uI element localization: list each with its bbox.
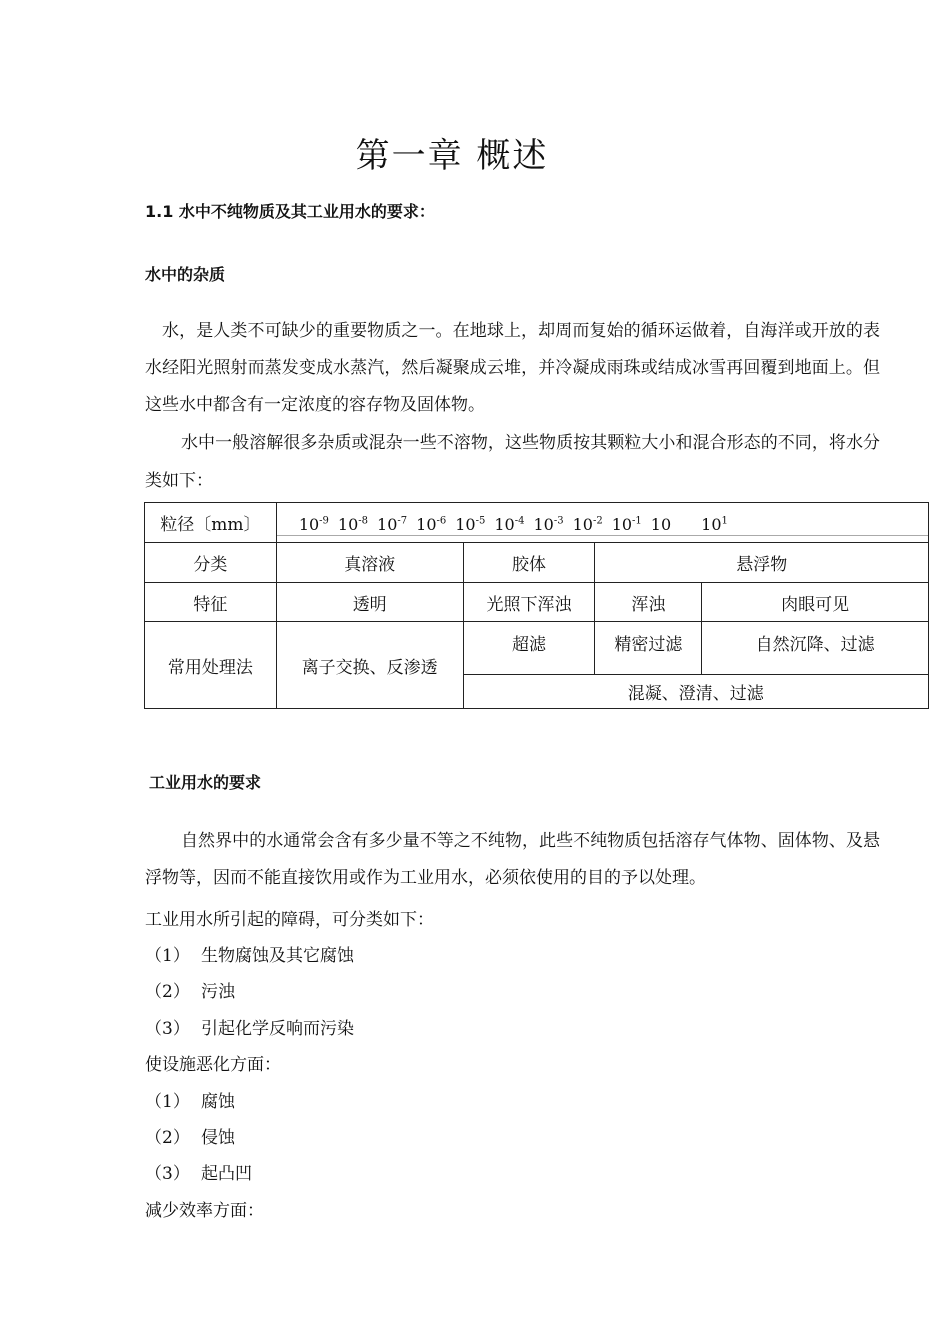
cell-natural-settling: 自然沉降、过滤 — [702, 622, 929, 675]
scale-tick — [494, 515, 524, 534]
scale-tick-base: 10 — [494, 515, 515, 534]
scale-tick-base: 10 — [701, 515, 722, 534]
scale-tick-exponent: -4 — [514, 515, 525, 527]
table-row — [145, 583, 929, 622]
scale-tick-base: 10 — [650, 515, 672, 534]
size-scale — [277, 511, 928, 534]
cell-coagulation: 混凝、澄清、过滤 — [463, 675, 928, 709]
scale-tick-exponent: -7 — [397, 515, 408, 527]
line-obstacles: 工业用水所引起的障碍，可分类如下： — [145, 910, 434, 930]
cell-precision-filtration: 精密过滤 — [595, 622, 702, 675]
scale-tick-base: 10 — [337, 515, 359, 534]
row-label-feature: 特征 — [145, 583, 277, 622]
cell-colloid: 胶体 — [463, 543, 595, 583]
cell-ultrafiltration: 超滤 — [463, 622, 595, 675]
scale-rule — [277, 535, 928, 540]
scale-tick-exponent: -9 — [319, 515, 329, 527]
scale-tick-base: 10 — [572, 515, 593, 534]
scale-tick — [533, 515, 563, 534]
list-text: 侵蚀 — [201, 1128, 235, 1148]
row-label-treatment: 常用处理法 — [145, 622, 277, 709]
table-row — [145, 543, 929, 583]
scale-tick-exponent: -3 — [553, 515, 564, 527]
list-number: （3） — [145, 1164, 190, 1184]
particle-size-scale — [276, 503, 928, 543]
scale-tick — [377, 515, 407, 534]
scale-tick-exponent: -6 — [436, 515, 447, 527]
list-number: （1） — [145, 946, 190, 966]
classification-table — [144, 502, 929, 709]
scale-tick — [701, 515, 728, 534]
cell-suspended: 悬浮物 — [595, 543, 929, 583]
cell-true-solution: 真溶液 — [276, 543, 463, 583]
cell-visible: 肉眼可见 — [702, 583, 929, 622]
scale-tick — [573, 515, 603, 534]
scale-tick-exponent: 1 — [721, 515, 728, 527]
cell-turbid-under-light: 光照下浑浊 — [463, 583, 595, 622]
scale-tick-base: 10 — [455, 515, 476, 534]
table-row — [145, 503, 929, 543]
cell-turbid: 浑浊 — [595, 583, 702, 622]
scale-tick-base: 10 — [377, 515, 398, 534]
list-text: 腐蚀 — [201, 1092, 235, 1112]
list-item — [145, 941, 354, 966]
subheading-impurities: 水中的杂质 — [145, 265, 226, 284]
paragraph-industrial: 自然界中的水通常会含有多少量不等之不纯物，此些不纯物质包括溶存气体物、固体物、及悬浮物等，因而不能直接饮用或作为工业用水，必须依使用的目的予以处理。 — [145, 831, 880, 888]
scale-tick-exponent: -5 — [475, 515, 486, 527]
line-efficiency: 减少效率方面： — [145, 1201, 264, 1221]
row-label-class: 分类 — [145, 543, 277, 583]
paragraph-water-intro: 水，是人类不可缺少的重要物质之一。在地球上，却周而复始的循环运做着，自海洋或开放的表水经阳光照射而蒸发变成水蒸汽，然后凝聚成云堆，并冷凝成雨珠或结成冰雪再回覆到地面上。但这些水中都含有一定浓度的容存物及固体物。 — [145, 321, 880, 415]
cell-ion-exchange: 离子交换、反渗透 — [276, 622, 463, 709]
list-text: 起凸凹 — [201, 1164, 252, 1184]
table-row — [145, 622, 929, 675]
list-number: （3） — [145, 1019, 190, 1039]
list-number: （1） — [145, 1092, 190, 1112]
scale-tick-exponent: -8 — [358, 515, 369, 527]
paragraph-classification: 水中一般溶解很多杂质或混杂一些不溶物，这些物质按其颗粒大小和混合形态的不同，将水分类如下： — [145, 433, 880, 491]
scale-tick — [416, 515, 446, 534]
row-label-particle-size: 粒径〔mm〕 — [145, 503, 277, 543]
list-text: 生物腐蚀及其它腐蚀 — [201, 946, 354, 966]
list-item — [145, 1159, 252, 1184]
scale-tick-base: 10 — [611, 515, 633, 534]
scale-tick-exponent: -2 — [592, 515, 603, 527]
scale-tick-base: 10 — [416, 515, 437, 534]
list-item — [145, 1123, 235, 1148]
list-text: 引起化学反响而污染 — [201, 1019, 354, 1039]
cell-transparent: 透明 — [276, 583, 463, 622]
list-item — [145, 977, 235, 1002]
scale-tick-base: 10 — [533, 515, 554, 534]
scale-tick — [338, 515, 368, 534]
section-heading: 1.1 水中不纯物质及其工业用水的要求： — [145, 202, 435, 221]
scale-tick-base: 10 — [298, 515, 320, 534]
scale-tick — [455, 515, 485, 534]
list-number: （2） — [145, 1128, 190, 1148]
scale-tick — [299, 515, 329, 534]
subheading-industrial: 工业用水的要求 — [149, 773, 262, 792]
chapter-title: 第一章 概述 — [355, 136, 549, 176]
list-number: （2） — [145, 982, 190, 1002]
line-facility: 使设施恶化方面： — [145, 1055, 281, 1075]
scale-tick — [651, 515, 671, 534]
scale-tick — [612, 515, 642, 534]
list-text: 污浊 — [201, 982, 235, 1002]
list-item — [145, 1087, 235, 1112]
scale-tick-exponent: -1 — [632, 515, 642, 527]
list-item — [145, 1014, 354, 1039]
